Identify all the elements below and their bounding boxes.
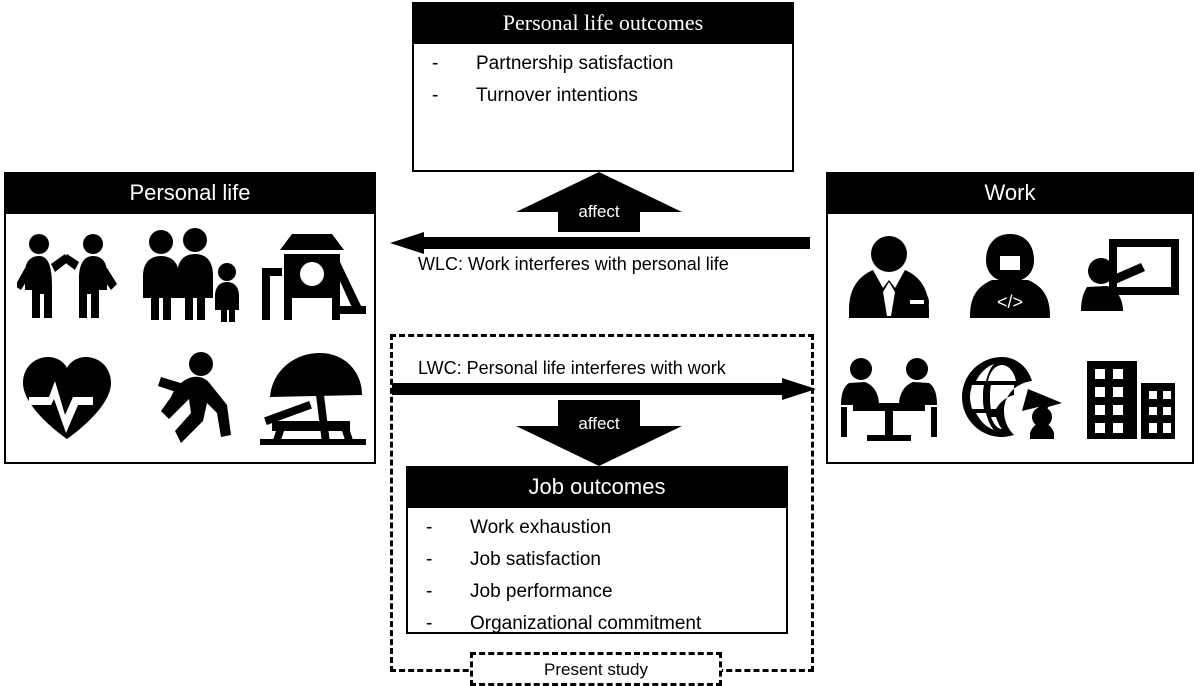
job-outcomes-list [408,508,786,646]
beach-umbrella-chair-icon [258,351,368,446]
wlc-arrow [390,232,810,254]
job-outcomes-title: Job outcomes [408,468,786,508]
personal-life-outcomes-box [412,2,794,172]
present-study-label: Present study [470,652,722,686]
businessman-icon [843,230,935,320]
family-icon [135,228,245,323]
meeting-table-icon [837,355,941,441]
bullet-dash: - [432,84,439,106]
list-item [408,518,786,550]
bullet-dash: - [432,52,439,74]
work-title: Work [828,174,1192,214]
playground-slide-icon [258,228,368,323]
affect-up-label: affect [578,202,620,221]
work-icon-grid [828,214,1192,460]
presentation-board-icon [1079,233,1183,317]
list-item [414,54,792,86]
personal-life-title: Personal life [6,174,374,214]
affect-arrow-down [516,400,682,466]
list-item-label: Job performance [470,580,613,602]
wlc-arrow-label: WLC: Work interferes with personal life [418,254,729,274]
business-travel-globe-icon [958,355,1062,441]
office-buildings-icon [1083,355,1179,441]
bullet-dash: - [426,580,433,602]
list-item [408,582,786,614]
personal-life-icon-grid [6,214,374,460]
svg-text:</>: </> [996,292,1023,312]
job-outcomes-box [406,466,788,634]
list-item-label: Partnership satisfaction [476,52,674,74]
list-item-label: Job satisfaction [470,548,601,570]
bullet-dash: - [426,548,433,570]
lwc-arrow [392,378,816,400]
list-item-label: Turnover intentions [476,84,638,106]
personal-life-outcomes-title: Personal life outcomes [414,4,792,44]
list-item [414,86,792,118]
bullet-dash: - [426,612,433,634]
personal-life-outcomes-list [414,44,792,118]
personal-life-box [4,172,376,464]
list-item-label: Work exhaustion [470,516,612,538]
work-box [826,172,1194,464]
children-playing-icon [17,228,117,323]
list-item [408,550,786,582]
affect-arrow-up [516,172,682,232]
female-developer-icon [964,230,1056,320]
bullet-dash: - [426,516,433,538]
heart-health-icon [19,353,115,443]
running-person-icon [145,351,235,446]
lwc-arrow-label: LWC: Personal life interferes with work [418,358,726,378]
affect-down-label: affect [578,414,620,433]
list-item-label: Organizational commitment [470,612,702,634]
list-item [408,614,786,646]
